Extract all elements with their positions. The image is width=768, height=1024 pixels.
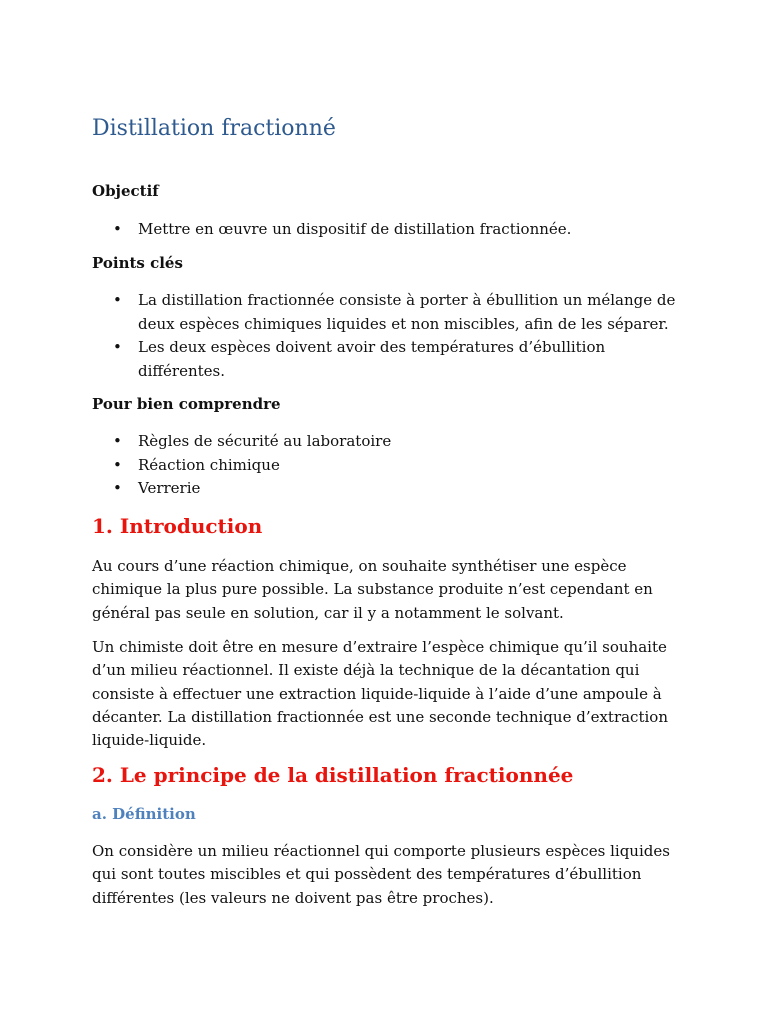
text-line: chimique la plus pure possible. La substance produite n’est cependant en	[92, 580, 653, 599]
text-line: consiste à effectuer une extraction liquide-liquide à l’aide d’une ampoule à	[92, 684, 662, 703]
definition-paragraph	[92, 840, 682, 910]
key-points-list	[92, 289, 692, 383]
text-line: décanter. La distillation fractionnée est une seconde technique d’extraction	[92, 707, 668, 726]
prerequisites-label: Pour bien comprendre	[92, 395, 281, 413]
text-line: qui sont toutes miscibles et qui possèdent des températures d’ébullition	[92, 865, 642, 884]
list-item-line: différentes.	[138, 361, 226, 380]
text-line: Un chimiste doit être en mesure d’extraire l’espèce chimique qu’il souhaite	[92, 638, 667, 656]
text-line: On considère un milieu réactionnel qui comporte plusieurs espèces liquides	[92, 842, 670, 860]
objective-label: Objectif	[92, 182, 159, 200]
text-line: général pas seule en solution, car il y a notamment le solvant.	[92, 603, 564, 622]
list-item-line: Les deux espèces doivent avoir des températures d’ébullition	[138, 338, 606, 356]
list-item: • Mettre en œuvre un dispositif de distillation fractionnée.	[92, 218, 692, 242]
document-title: Distillation fractionné	[92, 116, 336, 141]
list-item-line: deux espèces chimiques liquides et non miscibles, afin de les séparer.	[138, 314, 669, 333]
subsection-heading-definition: a. Définition	[92, 805, 196, 823]
prerequisites-list	[92, 430, 692, 501]
text-line: Au cours d’une réaction chimique, on souhaite synthétiser une espèce	[92, 557, 627, 575]
introduction-paragraph-1	[92, 555, 682, 625]
text-line: liquide-liquide.	[92, 731, 207, 750]
list-item: • Règles de sécurité au laboratoire	[92, 430, 692, 454]
key-points-label: Points clés	[92, 254, 183, 272]
section-heading-introduction: 1. Introduction	[92, 514, 263, 538]
list-item-line: La distillation fractionnée consiste à porter à ébullition un mélange de	[138, 291, 676, 309]
list-item	[92, 336, 692, 383]
list-item: • Verrerie	[92, 477, 692, 501]
list-item	[92, 289, 692, 336]
objective-list	[92, 218, 692, 242]
list-item: • Réaction chimique	[92, 454, 692, 478]
text-line: différentes (les valeurs ne doivent pas être proches).	[92, 888, 494, 907]
introduction-paragraph-2	[92, 636, 682, 752]
section-heading-principle: 2. Le principe de la distillation fractionnée	[92, 763, 574, 787]
text-line: d’un milieu réactionnel. Il existe déjà la technique de la décantation qui	[92, 661, 640, 680]
